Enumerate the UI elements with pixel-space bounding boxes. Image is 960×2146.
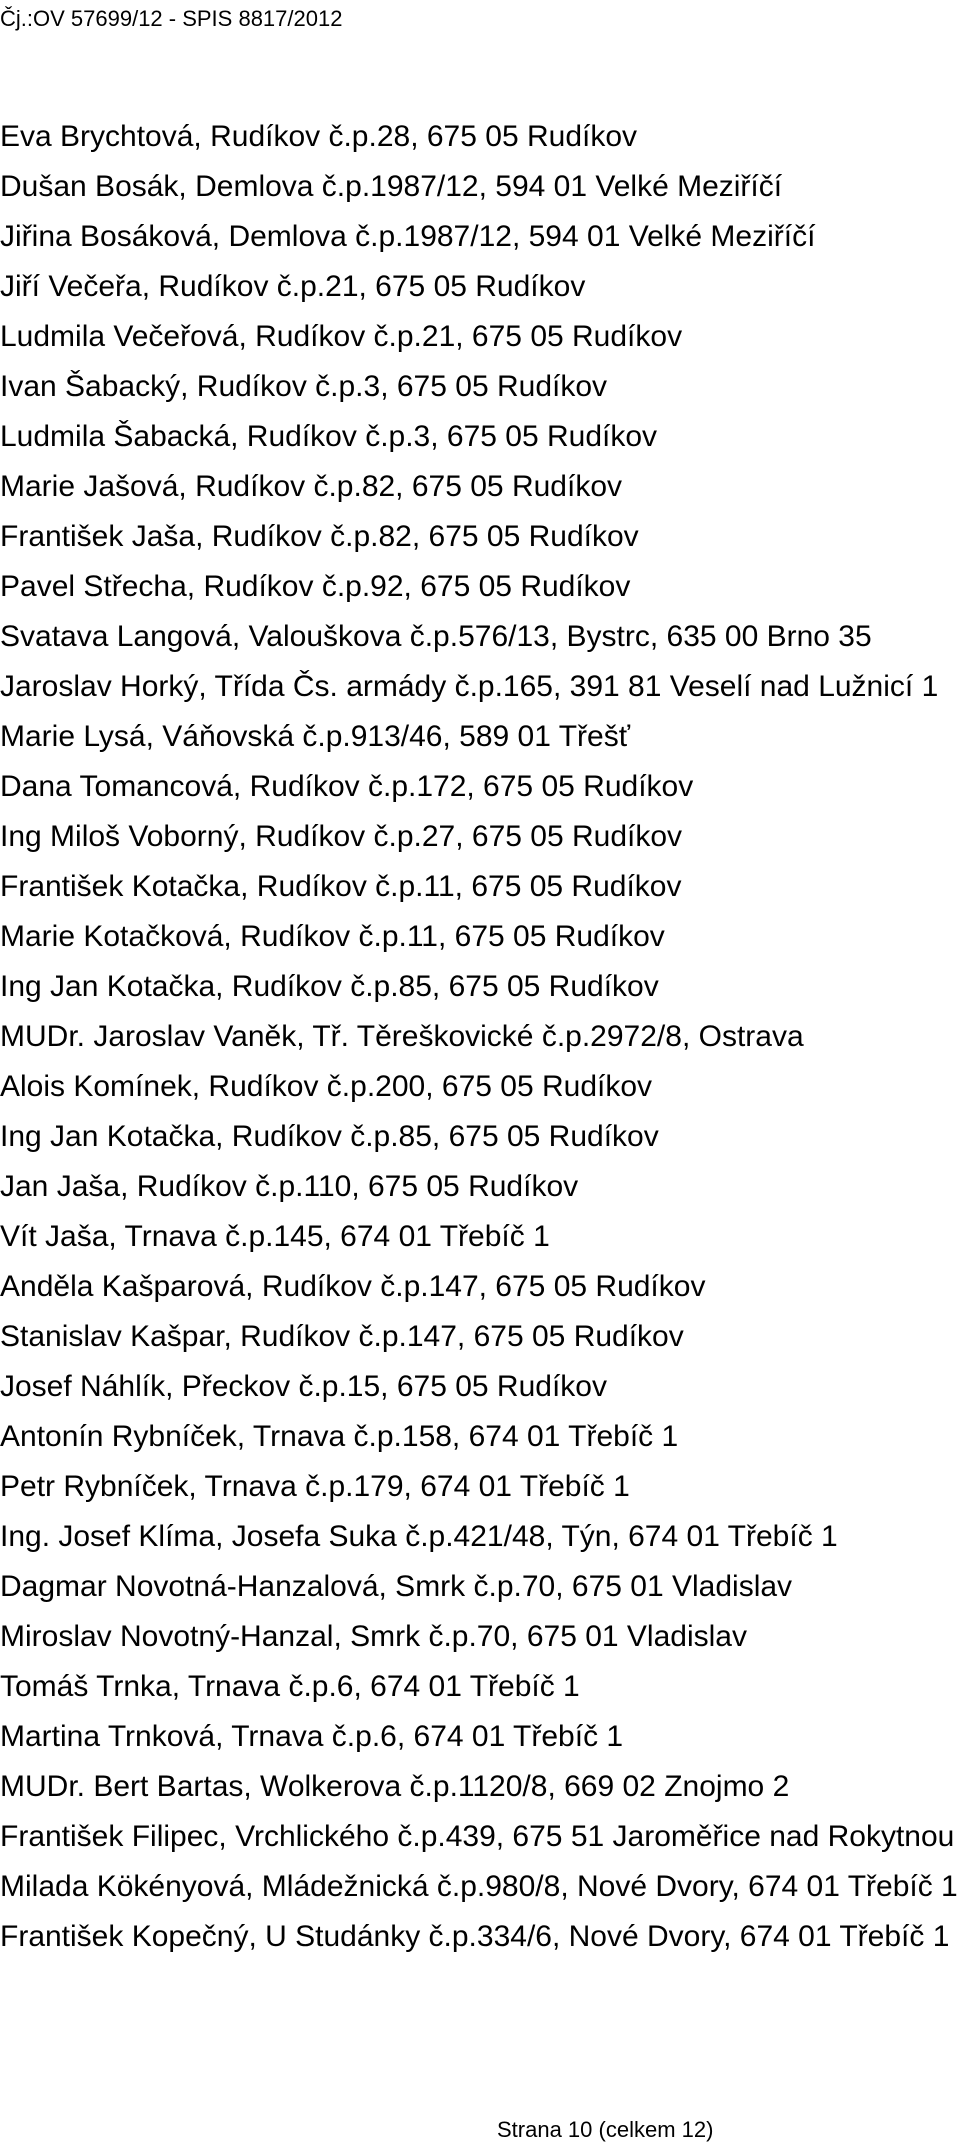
page-number-footer: Strana 10 (celkem 12) <box>497 2117 714 2142</box>
recipient-entry: Jiří Večeřa, Rudíkov č.p.21, 675 05 Rudíkov <box>0 270 586 303</box>
recipient-entry: Alois Komínek, Rudíkov č.p.200, 675 05 Rudíkov <box>0 1070 653 1103</box>
recipient-entry: Josef Náhlík, Přeckov č.p.15, 675 05 Rudíkov <box>0 1370 607 1403</box>
recipient-entry: Marie Kotačková, Rudíkov č.p.11, 675 05 Rudíkov <box>0 920 665 953</box>
recipient-entry: Ing. Josef Klíma, Josefa Suka č.p.421/48, Týn, 674 01 Třebíč 1 <box>0 1520 838 1553</box>
recipient-entry: Milada Kökényová, Mládežnická č.p.980/8, Nové Dvory, 674 01 Třebíč 1 <box>0 1870 958 1903</box>
recipient-entry: Ludmila Večeřová, Rudíkov č.p.21, 675 05 Rudíkov <box>0 320 683 353</box>
recipient-entry: MUDr. Jaroslav Vaněk, Tř. Těreškovické č.p.2972/8, Ostrava <box>0 1020 804 1053</box>
recipient-entry: Anděla Kašparová, Rudíkov č.p.147, 675 05 Rudíkov <box>0 1270 706 1303</box>
recipient-entry: Ing Jan Kotačka, Rudíkov č.p.85, 675 05 Rudíkov <box>0 1120 659 1153</box>
recipient-entry: Ing Jan Kotačka, Rudíkov č.p.85, 675 05 Rudíkov <box>0 970 659 1003</box>
recipient-entry: Dana Tomancová, Rudíkov č.p.172, 675 05 Rudíkov <box>0 770 694 803</box>
recipient-entry: Pavel Střecha, Rudíkov č.p.92, 675 05 Rudíkov <box>0 570 631 603</box>
recipient-entry: František Filipec, Vrchlického č.p.439, 675 51 Jaroměřice nad Rokytnou <box>0 1820 955 1853</box>
recipient-entry: Ing Miloš Voborný, Rudíkov č.p.27, 675 05 Rudíkov <box>0 820 683 853</box>
recipient-entry: Antonín Rybníček, Trnava č.p.158, 674 01 Třebíč 1 <box>0 1420 679 1453</box>
recipient-entry: František Kotačka, Rudíkov č.p.11, 675 05 Rudíkov <box>0 870 682 903</box>
recipient-list <box>0 112 958 1962</box>
recipient-entry: František Kopečný, U Studánky č.p.334/6, Nové Dvory, 674 01 Třebíč 1 <box>0 1920 950 1953</box>
recipient-entry: Dagmar Novotná-Hanzalová, Smrk č.p.70, 675 01 Vladislav <box>0 1570 793 1603</box>
recipient-entry: Dušan Bosák, Demlova č.p.1987/12, 594 01 Velké Meziříčí <box>0 170 783 203</box>
recipient-entry: Jiřina Bosáková, Demlova č.p.1987/12, 594 01 Velké Meziříčí <box>0 220 816 253</box>
recipient-entry: Ludmila Šabacká, Rudíkov č.p.3, 675 05 Rudíkov <box>0 420 658 453</box>
recipient-entry: Jan Jaša, Rudíkov č.p.110, 675 05 Rudíkov <box>0 1170 579 1203</box>
recipient-entry: Stanislav Kašpar, Rudíkov č.p.147, 675 05 Rudíkov <box>0 1320 684 1353</box>
recipient-entry: Marie Lysá, Váňovská č.p.913/46, 589 01 Třešť <box>0 720 630 753</box>
recipient-entry: Petr Rybníček, Trnava č.p.179, 674 01 Třebíč 1 <box>0 1470 630 1503</box>
recipient-entry: Jaroslav Horký, Třída Čs. armády č.p.165, 391 81 Veselí nad Lužnicí 1 <box>0 670 939 703</box>
recipient-entry: Martina Trnková, Trnava č.p.6, 674 01 Třebíč 1 <box>0 1720 624 1753</box>
recipient-entry: Marie Jašová, Rudíkov č.p.82, 675 05 Rudíkov <box>0 470 623 503</box>
recipient-entry: Ivan Šabacký, Rudíkov č.p.3, 675 05 Rudíkov <box>0 370 608 403</box>
document-reference-header: Čj.:OV 57699/12 - SPIS 8817/2012 <box>0 6 343 31</box>
recipient-entry: Vít Jaša, Trnava č.p.145, 674 01 Třebíč 1 <box>0 1220 550 1253</box>
recipient-entry: František Jaša, Rudíkov č.p.82, 675 05 Rudíkov <box>0 520 639 553</box>
recipient-entry: Svatava Langová, Valouškova č.p.576/13, Bystrc, 635 00 Brno 35 <box>0 620 872 653</box>
recipient-entry: Miroslav Novotný-Hanzal, Smrk č.p.70, 675 01 Vladislav <box>0 1620 747 1653</box>
recipient-entry: Tomáš Trnka, Trnava č.p.6, 674 01 Třebíč 1 <box>0 1670 580 1703</box>
recipient-entry: Eva Brychtová, Rudíkov č.p.28, 675 05 Rudíkov <box>0 120 638 153</box>
recipient-entry: MUDr. Bert Bartas, Wolkerova č.p.1120/8, 669 02 Znojmo 2 <box>0 1770 790 1803</box>
